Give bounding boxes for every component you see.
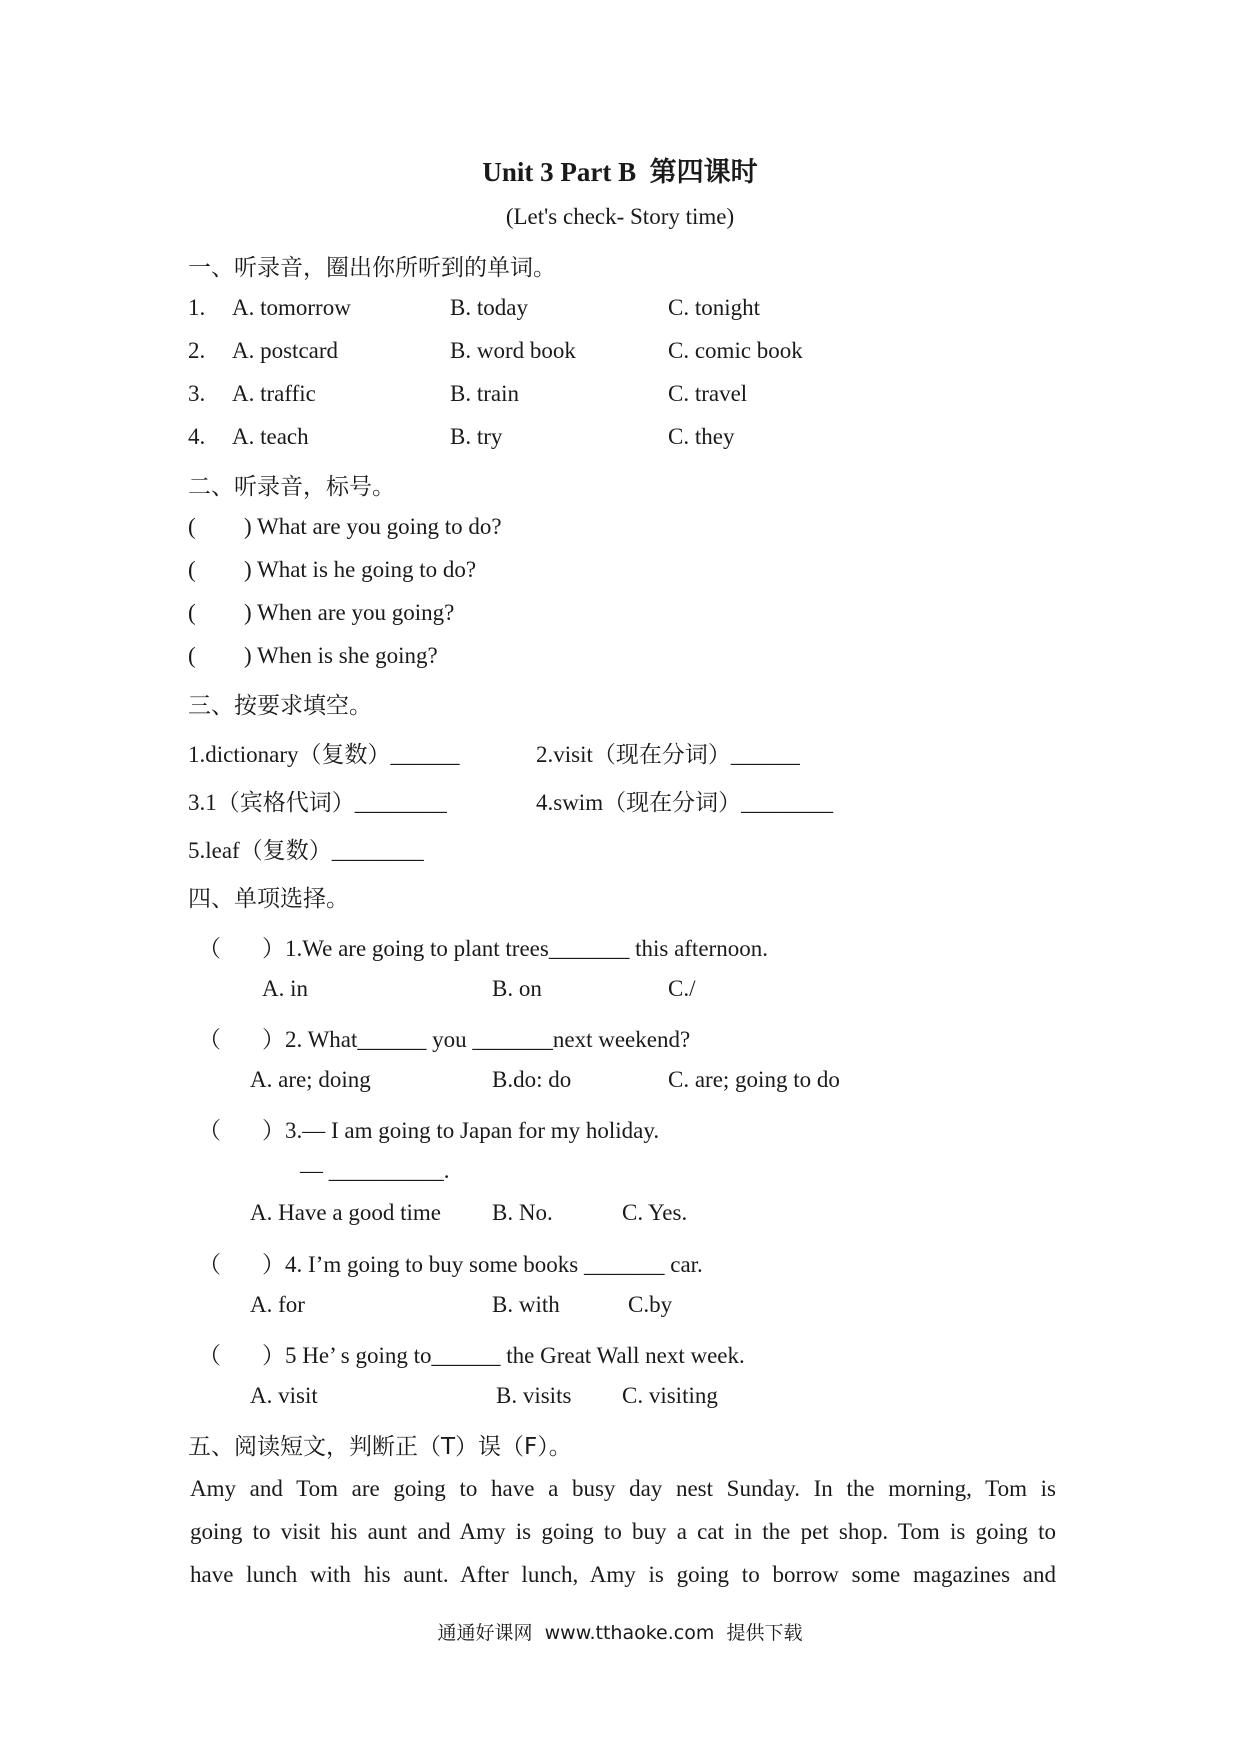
option-b: B. today xyxy=(450,295,528,320)
passage-line: going to visit his aunt and Amy is going to buy a cat in the pet shop. Tom is going to xyxy=(190,1519,1056,1544)
answer-paren: ( xyxy=(188,600,196,625)
option-a: A. for xyxy=(250,1292,305,1317)
passage-line: have lunch with his aunt. After lunch, Amy is going to borrow some magazines and xyxy=(190,1562,1056,1587)
option-a: A. teach xyxy=(232,424,309,449)
question-text: ）4. I’m going to buy some books _______ car. xyxy=(262,1252,703,1277)
option-b: B. train xyxy=(450,381,519,406)
question-text: ）5 He’ s going to______ the Great Wall next week. xyxy=(262,1343,745,1368)
sentence: ) When are you going? xyxy=(244,600,455,625)
question-text: ）1.We are going to plant trees_______ this afternoon. xyxy=(262,936,768,961)
option-a: A. tomorrow xyxy=(232,295,351,320)
fill-item: 5.leaf（复数）________ xyxy=(188,838,424,863)
option-a: A. Have a good time xyxy=(250,1200,441,1225)
section-5-heading: 五、阅读短文，判断正（T）误（F）。 xyxy=(188,1434,572,1460)
section-2-heading: 二、听录音，标号。 xyxy=(188,474,395,500)
option-b: B. visits xyxy=(496,1383,572,1408)
option-a: A. traffic xyxy=(232,381,316,406)
answer-paren: （ xyxy=(198,1252,221,1277)
answer-paren: （ xyxy=(198,936,221,961)
option-c: C. visiting xyxy=(622,1383,718,1408)
option-c: C. comic book xyxy=(668,338,803,363)
item-number: 3. xyxy=(188,381,206,406)
sentence: ) What is he going to do? xyxy=(244,557,477,582)
answer-paren: （ xyxy=(198,1118,221,1143)
item-number: 2. xyxy=(188,338,206,363)
answer-paren: （ xyxy=(198,1343,221,1368)
option-b: B. on xyxy=(492,976,542,1001)
option-b: B. try xyxy=(450,424,503,449)
option-c: C. they xyxy=(668,424,735,449)
option-a: A. are; doing xyxy=(250,1067,371,1092)
sentence: ) When is she going? xyxy=(244,643,438,668)
page-subtitle: (Let's check- Story time) xyxy=(505,204,735,229)
answer-paren: （ xyxy=(198,1027,221,1052)
passage-line: Amy and Tom are going to have a busy day nest Sunday. In the morning, Tom is xyxy=(190,1476,1056,1501)
option-c: C. travel xyxy=(668,381,748,406)
option-c: C./ xyxy=(668,976,696,1001)
option-b: B.do: do xyxy=(492,1067,572,1092)
sentence: ) What are you going to do? xyxy=(244,514,502,539)
reply-blank: — __________. xyxy=(300,1158,450,1183)
answer-paren: ( xyxy=(188,557,196,582)
option-c: C. are; going to do xyxy=(668,1067,840,1092)
option-a: A. visit xyxy=(250,1383,318,1408)
question-text: ）2. What______ you _______next weekend? xyxy=(262,1027,691,1052)
option-b: B. word book xyxy=(450,338,576,363)
section-3-heading: 三、按要求填空。 xyxy=(188,693,372,719)
section-4-heading: 四、单项选择。 xyxy=(188,886,349,912)
item-number: 1. xyxy=(188,295,206,320)
option-b: B. with xyxy=(492,1292,560,1317)
option-a: A. in xyxy=(262,976,308,1001)
option-b: B. No. xyxy=(492,1200,553,1225)
fill-item: 4.swim（现在分词）________ xyxy=(536,790,834,815)
item-number: 4. xyxy=(188,424,206,449)
section-1-heading: 一、听录音，圈出你所听到的单词。 xyxy=(188,255,556,281)
option-c: C.by xyxy=(628,1292,673,1317)
page-footer: 通通好课网 www.tthaoke.com 提供下载 xyxy=(437,1622,803,1644)
answer-paren: ( xyxy=(188,514,196,539)
answer-paren: ( xyxy=(188,643,196,668)
fill-item: 2.visit（现在分词）______ xyxy=(536,742,800,767)
question-text: ）3.— I am going to Japan for my holiday. xyxy=(262,1118,660,1143)
page-title: Unit 3 Part B 第四课时 xyxy=(482,157,758,187)
option-a: A. postcard xyxy=(232,338,339,363)
option-c: C. tonight xyxy=(668,295,761,320)
fill-item: 3.1（宾格代词）________ xyxy=(188,790,447,815)
fill-item: 1.dictionary（复数）______ xyxy=(188,742,460,767)
option-c: C. Yes. xyxy=(622,1200,688,1225)
